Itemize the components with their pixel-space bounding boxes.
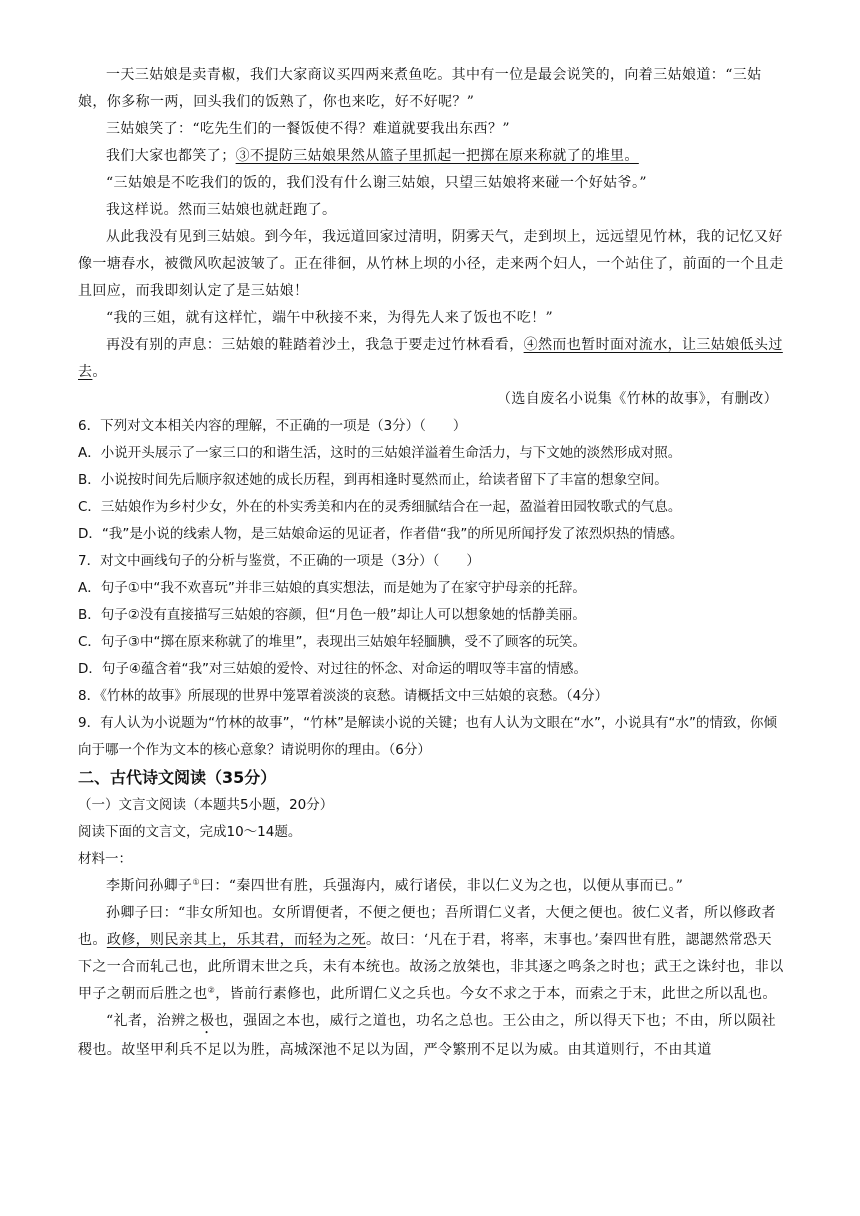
story-paragraph	[78, 332, 784, 386]
option-6a: A．小说开头展示了一家三口的和谐生活，这时的三姑娘洋溢着生命活力，与下文她的淡然形成对照。	[78, 445, 682, 461]
story-text: 。	[92, 364, 107, 380]
material-label: 材料一：	[78, 851, 132, 867]
classical-text: 曰：“秦四世有胜，兵强海内，威行诸侯，非以仁义为之也，以便从事而已。”	[199, 878, 684, 894]
question-7: 7．对文中画线句子的分析与鉴赏，不正确的一项是（3分）（ ）	[78, 553, 480, 569]
option-7b: B．句子②没有直接描写三姑娘的容颜，但“月色一般”却让人可以想象她的恬静美丽。	[78, 607, 586, 623]
classical-text: ，皆前行素修也，此所谓仁义之兵也。今女不求之于本，而索之于末，此世之所以乱也。	[215, 986, 777, 1002]
story-paragraph	[78, 143, 784, 170]
classical-text: 李斯问孙卿子	[106, 878, 193, 894]
underlined-classical-sentence: 政修，则民亲其上，乐其君，而轻为之死	[106, 932, 367, 948]
option-6d: D．“我”是小说的线索人物，是三姑娘命运的见证者，作者借“我”的所见所闻抒发了浓烈炽热的情感。	[78, 526, 684, 542]
story-paragraph: “我的三姐，就有这样忙，端午中秋接不来，为得先人来了饭也不吃！”	[106, 310, 554, 326]
classical-text: 。故曰：‘凡在于君，将率，末事也。’秦四世有胜，諰諰然常恐天下之一合而轧己也，此所谓末世之兵，未有本统也。故汤之放桀也，非其逐之鸣条之时也；武王之诛纣也，非以甲子之朝而后胜之也	[78, 932, 784, 1002]
story-text: 我们大家也都笑了；	[106, 148, 236, 164]
emphasized-character: 极	[199, 1013, 215, 1029]
footnote-marker: ①	[192, 877, 200, 887]
story-paragraph: 我这样说。然而三姑娘也就赶跑了。	[106, 202, 337, 218]
story-paragraph: 从此我没有见到三姑娘。到今年，我远道回家过清明，阴雾天气，走到坝上，远远望见竹林，我的记忆又好像一塘春水，被微风吹起波皱了。正在徘徊，从竹林上坝的小径，走来两个妇人，一个站住了，前面的一个且走且回应，而我即刻认定了是三姑娘！	[78, 229, 784, 299]
instruction: 阅读下面的文言文，完成10～14题。	[78, 824, 302, 840]
option-7c: C．句子③中“掷在原来称就了的堆里”，表现出三姑娘年轻腼腆，受不了顾客的玩笑。	[78, 634, 587, 650]
section-heading: 二、古代诗文阅读（35分）	[78, 768, 277, 787]
underlined-sentence-3: ③不提防三姑娘果然从篮子里抓起一把掷在原来称就了的堆里。	[235, 148, 639, 164]
question-8: 8．《竹林的故事》所展现的世界中笼罩着淡淡的哀愁。请概括文中三姑娘的哀愁。（4分）	[78, 688, 609, 704]
exam-page	[78, 62, 784, 1064]
footnote-marker: ②	[207, 985, 216, 995]
classical-text: “礼者，治辨之	[106, 1013, 200, 1029]
story-paragraph: 三姑娘笑了：“吃先生们的一餐饭使不得？难道就要我出东西？”	[106, 121, 510, 137]
classical-text: 孙卿子曰：“非女所知也。女所谓便者，不便之便也；吾所谓仁义者，大便之便也。彼仁义者，所以修政者也。	[78, 905, 776, 948]
story-paragraph: 一天三姑娘是卖青椒，我们大家商议买四两来煮鱼吃。其中有一位是最会说笑的，向着三姑娘道：“三姑娘，你多称一两，回头我们的饭熟了，你也来吃，好不好呢？”	[78, 67, 762, 110]
story-source: （选自废名小说集《竹林的故事》，有删改）	[497, 391, 778, 407]
option-7d: D．句子④蕴含着“我”对三姑娘的爱怜、对过往的怀念、对命运的喟叹等丰富的情感。	[78, 661, 587, 677]
underlined-sentence-4: ④然而也暂时面对流水，让三姑娘低头过去	[78, 337, 783, 380]
classical-paragraph	[78, 900, 784, 1008]
option-7a: A．句子①中“我不欢喜玩”并非三姑娘的真实想法，而是她为了在家守护母亲的托辞。	[78, 580, 586, 596]
classical-paragraph	[78, 873, 784, 900]
classical-paragraph	[78, 1008, 784, 1064]
question-9: 9．有人认为小说题为“竹林的故事”，“竹林”是解读小说的关键；也有人认为文眼在“水”，小说具有“水”的情致，你倾向于哪一个作为文本的核心意象？请说明你的理由。（6分）	[78, 715, 778, 758]
story-paragraph: “三姑娘是不吃我们的饭的，我们没有什么谢三姑娘，只望三姑娘将来碰一个好姑爷。”	[106, 175, 647, 191]
question-6: 6．下列对文本相关内容的理解，不正确的一项是（3分）（ ）	[78, 418, 467, 434]
classical-text: 也，强固之本也，威行之道也，功名之总也。王公由之，所以得天下也；不由，所以陨社稷也。故坚甲利兵不足以为胜，高城深池不足以为固，严令繁刑不足以为威。由其道则行，不由其道	[78, 1013, 776, 1058]
subsection-heading: （一）文言文阅读（本题共5小题，20分）	[78, 797, 334, 813]
option-6c: C．三姑娘作为乡村少女，外在的朴实秀美和内在的灵秀细腻结合在一起，盈溢着田园牧歌式的气息。	[78, 499, 682, 515]
option-6b: B．小说按时间先后顺序叙述她的成长历程，到再相逢时戛然而止，给读者留下了丰富的想象空间。	[78, 472, 668, 488]
story-text: 再没有别的声息：三姑娘的鞋踏着沙土，我急于要走过竹林看看，	[106, 337, 524, 353]
